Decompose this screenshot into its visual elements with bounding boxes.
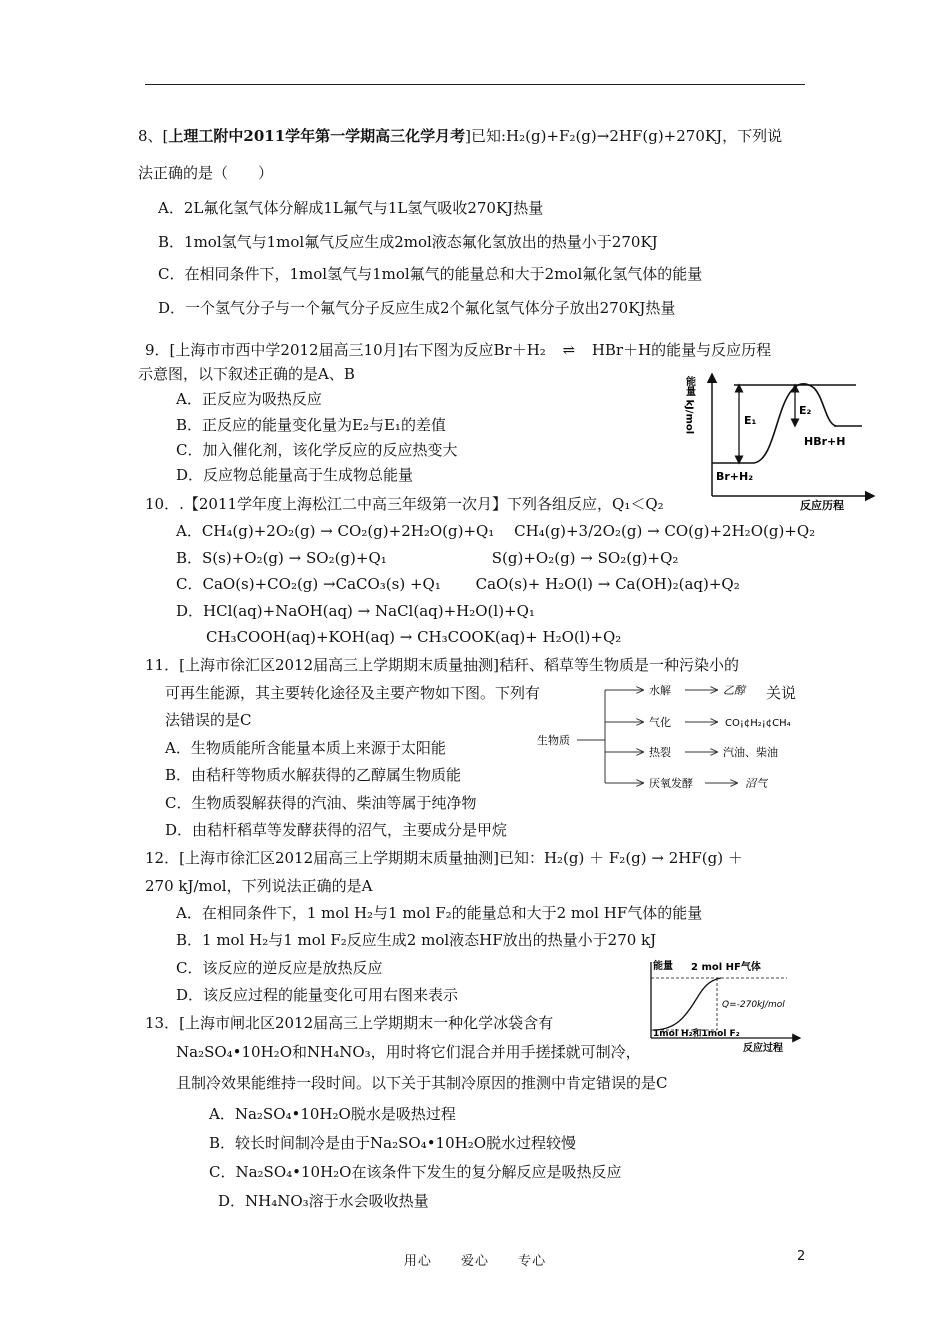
e2-label: E₂ [799,404,812,417]
q10-stem: 10．.【2011学年度上海松江二中高三年级第一次月】下列各组反应，Q₁＜Q₂ [145,495,664,513]
footer-word-3: 专心 [518,1254,547,1269]
q11-stem-line1: 11．[上海市徐汇区2012届高三上学期期末质量抽测]秸秆、稻草等生物质是一种污染小的 [145,656,739,674]
q13-option-c: C．Na₂SO₄•10H₂O在该条件下发生的复分解反应是吸热反应 [209,1163,622,1181]
branch-fermentation: 厌氧发酵 [649,777,693,790]
x-axis-label: 反应历程 [800,499,844,512]
q11-stem-line2: 可再生能源，其主要转化途径及主要产物如下图。下列有 [165,684,541,702]
product-biogas: 沼气 [745,777,767,790]
q11-option-d: D．由秸杆稻草等发酵获得的沼气，主要成分是甲烷 [165,821,508,839]
q9-option-d: D．反应物总能量高于生成物总能量 [176,466,414,484]
branch-gasification: 气化 [649,716,671,729]
q11-stem-line3: 法错误的是C [165,711,252,729]
q11-option-b: B．由秸秆等物质水解获得的乙醇属生物质能 [165,766,462,784]
q11-stem-line2-tail: 关说 [766,684,797,702]
branch-pyrolysis: 热裂 [649,746,671,759]
q8-stem-line2: 法正确的是（ ） [138,164,274,182]
q8-stem-line1: 8、[上理工附中2011学年第一学期高三化学月考]已知:H₂(g)+F₂(g)→2HF(g)+270KJ，下列说 [138,127,783,145]
product-fuels: 汽油、柴油 [723,746,778,759]
q12-stem-line1: 12．[上海市徐汇区2012届高三上学期期末质量抽测]已知：H₂(g) ＋ F₂(g) → 2HF(g) ＋ [145,849,743,867]
q9-stem-line1: 9．[上海市市西中学2012届高三10月]右下图为反应Br＋H₂ ⇌ HBr＋H的能量与反应历程 [145,341,772,359]
q13-stem-line2: Na₂SO₄•10H₂O和NH₄NO₃，用时将它们混合并用手搓揉就可制冷， [176,1043,641,1061]
header-rule [145,84,805,85]
q8-source: 上理工附中2011学年第一学期高三化学月考 [168,127,466,145]
biomass-diagram [535,680,820,795]
q13-option-a: A．Na₂SO₄•10H₂O脱水是吸热过程 [209,1105,456,1123]
q8-option-d: D．一个氢气分子与一个氟气分子反应生成2个氟化氢气体分子放出270KJ热量 [158,299,676,317]
q9-option-b: B．正反应的能量变化量为E₂与E₁的差值 [176,416,446,434]
energy-curve [653,978,721,1030]
q10-option-d1: D．HCl(aq)+NaOH(aq) → NaCl(aq)+H₂O(l)+Q₁ [176,602,535,620]
e1-label: E₁ [744,414,757,427]
q12-option-c: C．该反应的逆反应是放热反应 [176,959,383,977]
q12-option-a: A．在相同条件下，1 mol H₂与1 mol F₂的能量总和大于2 mol HF气体的能量 [176,904,703,922]
y-axis-label: 能量 [653,961,673,972]
branch-hydrolysis: 水解 [649,684,671,697]
top-level-label: 2 mol HF气体 [691,962,761,973]
q13-option-d: D．NH₄NO₃溶于水会吸收热量 [218,1192,429,1210]
q10-option-a: A．CH₄(g)+2O₂(g) → CO₂(g)+2H₂O(g)+Q₁ CH₄(g)+3/2O₂(g) → CO(g)+2H₂O(g)+Q₂ [176,522,816,540]
product-gases: CO¡¢H₂¡¢CH₄ [725,718,791,729]
biomass-root: 生物质 [537,734,570,747]
q9-option-c: C．加入催化剂，该化学反应的反应热变大 [176,441,458,459]
q13-stem-line1: 13．[上海市闸北区2012届高三上学期期末一种化学冰袋含有 [145,1014,554,1032]
energy-diagram-q9 [684,368,880,513]
q9-option-a: A．正反应为吸热反应 [176,390,322,408]
y-axis-label: 能量 kJ/mol [684,376,695,435]
q-label: Q=-270kJ/mol [722,1000,785,1010]
page-number: 2 [797,1249,806,1264]
q12-stem-line2: 270 kJ/mol，下列说法正确的是A [145,877,373,895]
x-axis-label: 反应过程 [743,1043,783,1054]
q9-stem-line2: 示意图，以下叙述正确的是A、B [138,365,355,383]
q12-option-b: B．1 mol H₂与1 mol F₂反应生成2 mol液态HF放出的热量小于270 kJ [176,931,657,949]
equilibrium-arrow-icon: ⇌ [562,341,576,359]
page-footer [0,1250,950,1269]
footer-word-1: 用心 [403,1254,432,1269]
q10-option-c: C．CaO(s)+CO₂(g) →CaCO₃(s) +Q₁ CaO(s)+ H₂O(l) → Ca(OH)₂(aq)+Q₂ [176,575,740,593]
q10-option-d2: CH₃COOH(aq)+KOH(aq) → CH₃COOK(aq)+ H₂O(l)+Q₂ [176,628,622,646]
energy-diagram-q12 [645,958,805,1056]
q13-option-b: B．较长时间制冷是由于Na₂SO₄•10H₂O脱水过程较慢 [209,1134,577,1152]
product-ethanol: 乙醇 [723,684,745,697]
q10-option-b: B．S(s)+O₂(g) → SO₂(g)+Q₁ S(g)+O₂(g) → SO₂(g)+Q₂ [176,549,679,567]
footer-word-2: 爱心 [460,1254,489,1269]
q11-option-c: C．生物质裂解获得的汽油、柴油等属于纯净物 [165,794,477,812]
q8-option-a: A．2L氟化氢气体分解成1L氟气与1L氢气吸收270KJ热量 [158,199,544,217]
q8-option-c: C．在相同条件下，1mol氢气与1mol氟气的能量总和大于2mol氟化氢气体的能量 [158,265,703,283]
q11-option-a: A．生物质能所含能量本质上来源于太阳能 [165,739,446,757]
q12-option-d: D．该反应过程的能量变化可用右图来表示 [176,986,459,1004]
bottom-level-label: 1mol H₂和1mol F₂ [653,1029,740,1039]
q13-stem-line3: 且制冷效果能维持一段时间。以下关于其制冷原因的推测中肯定错误的是C [176,1074,668,1092]
q8-option-b: B．1mol氢气与1mol氟气反应生成2mol液态氟化氢放出的热量小于270KJ [158,233,658,251]
product-label: HBr+H [804,435,846,448]
reactant-label: Br+H₂ [716,470,754,483]
